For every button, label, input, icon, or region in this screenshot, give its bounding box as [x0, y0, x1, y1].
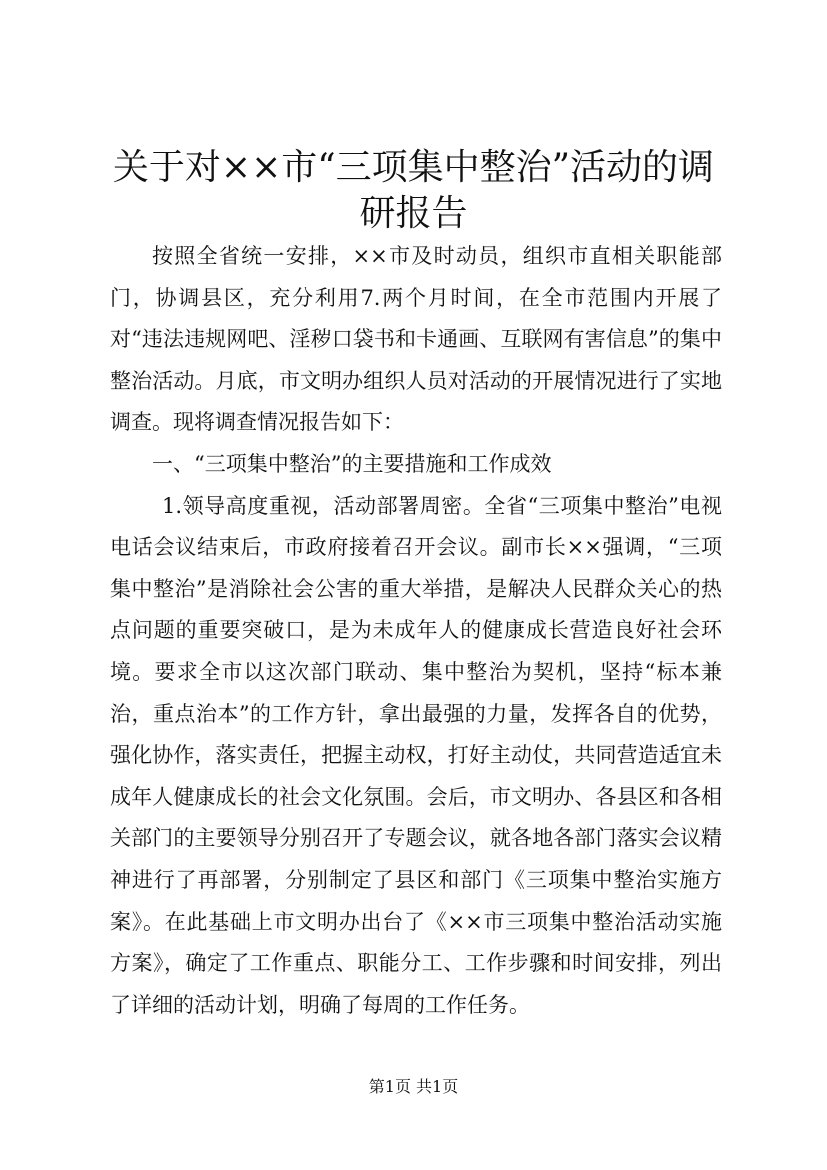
document-title: 关于对××市“三项集中整治”活动的调研报告 — [112, 147, 715, 234]
document-body — [110, 236, 722, 1026]
page-footer: 第1页 共1页 — [368, 1077, 459, 1096]
section-heading: 一、“三项集中整治”的主要措施和工作成效 — [152, 451, 552, 476]
body-paragraph: 1.领导高度重视，活动部署周密。全省“三项集中整治”电视电话会议结束后，市政府接着召开会议。副市长××强调，“三项集中整治”是消除社会公害的重大举措，是解决人民群众关心的热点问题的重要突破口，是为未成年人的健康成长营造良好社会环境。要求全市以这次部门联动、集中整治为契机，坚持“标本兼治，重点治本”的工作方针，拿出最强的力量，发挥各自的优势，强化协作，落实责任，把握主动权，打好主动仗，共同营造适宜未成年人健康成长的社会文化氛围。会后，市文明办、各县区和各相关部门的主要领导分别召开了专题会议，就各地各部门落实会议精神进行了再部署，分别制定了县区和部门《三项集中整治实施方案》。在此基础上市文明办出台了《××市三项集中整治活动实施方案》，确定了工作重点、职能分工、工作步骤和时间安排，列出了详细的活动计划，明确了每周的工作任务。 — [110, 493, 722, 1017]
intro-paragraph: 按照全省统一安排，××市及时动员，组织市直相关职能部门，协调县区，充分利用7.两个月时间，在全市范围内开展了对“违法违规网吧、淫秽口袋书和卡通画、互联网有害信息”的集中整治活动。月底，市文明办组织人员对活动的开展情况进行了实地调查。现将调查情况报告如下： — [110, 244, 722, 435]
